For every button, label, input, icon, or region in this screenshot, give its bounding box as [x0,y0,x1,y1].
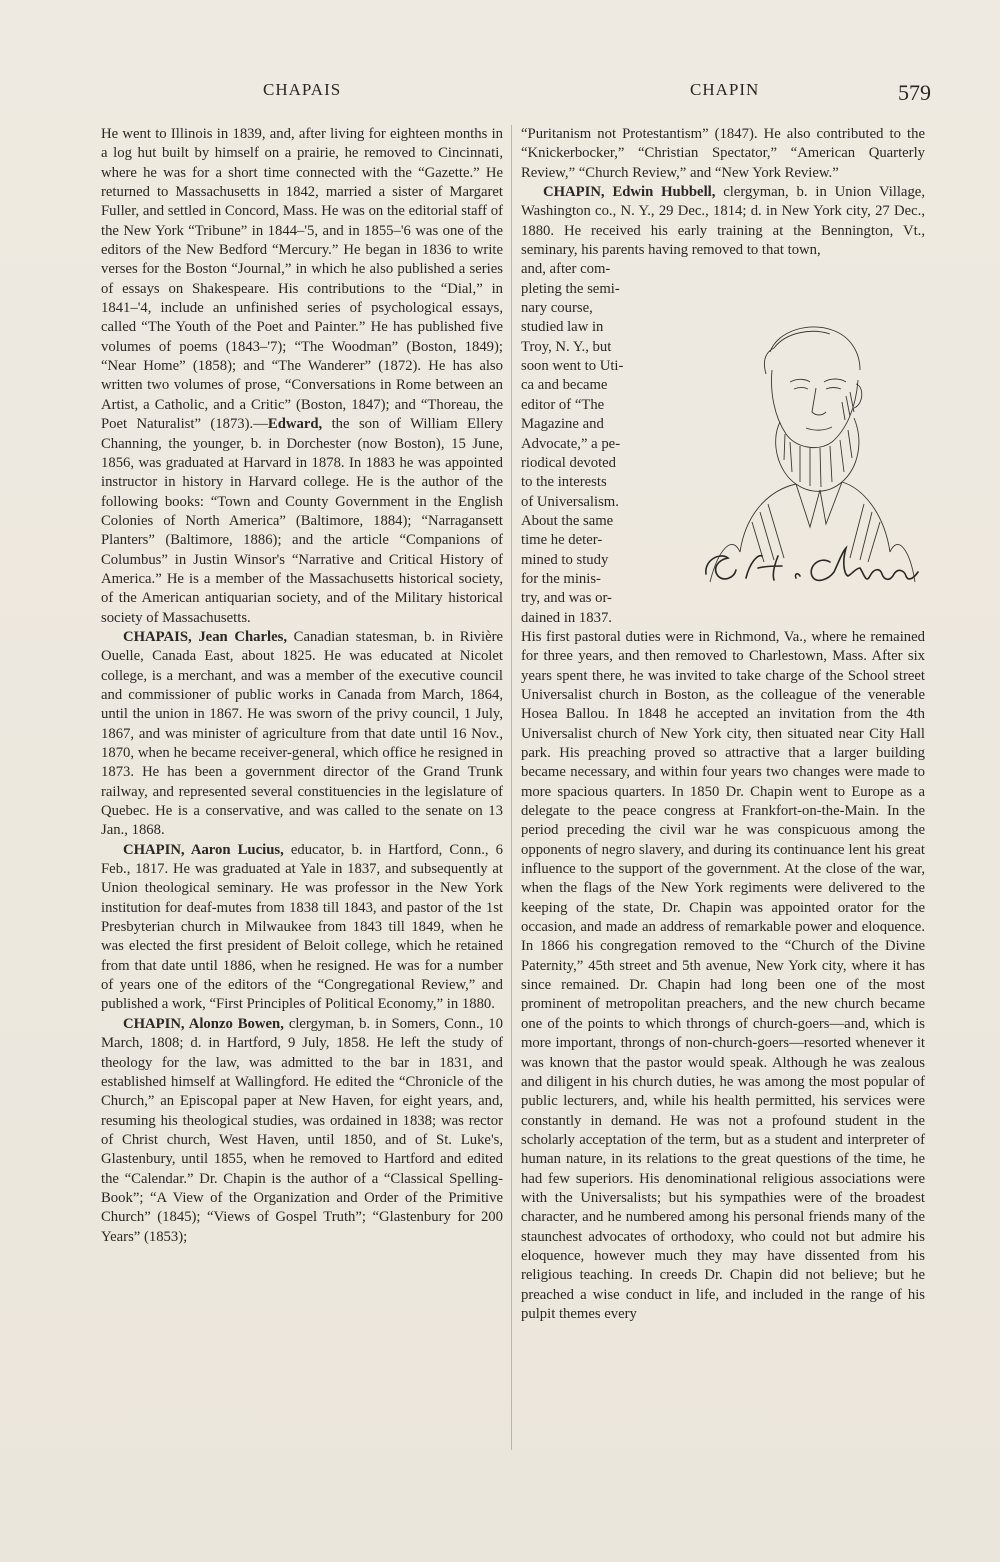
entry-text-edwin: clergyman, b. in Union Village, Washington co., N. Y., 29 Dec., 1814; d. in New York city, 27 Dec., 1880. He received his early training at the Bennington, Vt., seminary, his parents having removed to that town, [521,184,925,259]
entry-aaron-chapin [101,841,503,1015]
wrap-line: try, and was or- [521,590,612,607]
right-column [521,125,925,1324]
wrap-line: studied law in [521,319,604,336]
wrap-line: mined to study [521,551,609,568]
entry-chapais [101,628,503,841]
wrap-line: nary course, [521,300,593,317]
wrap-line: Advocate,” a pe- [521,435,621,452]
entry-text-edward: the son of William Ellery Channing, the younger, b. in Dorchester (now Boston), 15 June, 1856, was graduated at Harvard in 1878. In 1883 he was appointed instructor in history in Harvard college. He is the author of the following books: “Town and County Government in the English Colonies of North America” (Baltimore, 1884); “Narragansett Planters” (Baltimore, 1886); and the article “Companions of Columbus” in Justin Winsor's “Narrative and Critical History of America.” He is a member of the Massachusetts historical society, of the American antiquarian society, and of the Military historical society of Massachusetts. [101,416,503,626]
page-number: 579 [898,80,931,105]
entry-text-aaron: educator, b. in Hartford, Conn., 6 Feb., 1817. He was graduated at Yale in 1837, and subsequently at Union theological seminary. He was professor in the New York institution for deaf-mutes from 1838 till 1843, and pastor of the 1st Presbyterian church in Milwaukee from 1843 till 1849, when he was elected the first president of Beloit college, which he retained from that date until 1886, when he resigned. He was for a number of years one of the editors of the “Congregational Review,” and published a work, “First Principles of Political Economy,” in 1880. [101,841,503,1013]
signature-image [706,548,918,580]
entry-text-chapais: Canadian statesman, b. in Rivière Ouelle, Canada East, about 1825. He was educated at Nicolet college, is a merchant, and was a member of the executive council and commissioner of public works in Canada from March, 1864, until the union in 1867. He was sworn of the privy council, 1 July, 1867, and was minister of agriculture from that date until 16 Nov., 1870, when he became receiver-general, which office he resigned in 1873. He has been a government director of the Grand Trunk railway, and represented several constituencies in the legislature of Quebec. He is a conservative, and was called to the senate on 13 Jan., 1868. [101,628,503,839]
wrap-line: ca and became [521,377,608,394]
wrap-line: to the interests [521,474,607,491]
wrap-line: editor of “The [521,396,605,413]
wrap-line: dained in 1837. [521,609,612,626]
portrait-engraving [700,312,925,597]
portrait-wrap-text [521,260,653,628]
wrap-line: About the same [521,512,614,529]
continued-entry-paragraph [101,125,503,628]
left-column [101,125,503,1247]
wrap-line: soon went to Uti- [521,358,624,375]
paragraph-text: “Puritanism not Protestantism” (1847). He also contributed to the “Knickerbocker,” “Christian Spectator,” “American Quarterly Review,” “Church Review,” and “New York Review.” [521,126,925,181]
running-head-left: CHAPAIS [263,80,342,99]
entry-alonzo-chapin [101,1015,503,1247]
paragraph-text: He went to Illinois in 1839, and, after living for eighteen months in a log hut built by himself on a prairie, he removed to Cincinnati, where he was for a short time connected with the “Gazette.” He returned to Massachusetts in 1842, married a sister of Margaret Fuller, and settled in Concord, Mass. He was on the editorial staff of the New York “Tribune” in 1844–'5, and in 1855–'6 was one of the editors of the New Bedford “Mercury.” He began in 1836 to write verses for the Boston “Journal,” in which he also published a series of essays on Shakespeare. His contributions to the “Dial,” in 1841–'4, include an unfinished series of psychological essays, called “The Youth of the Poet and Painter.” He has published five volumes of poems (1843–'7); “The Woodman” (Boston, 1849); “Near Home” (1858); and “The Wanderer” (1872). He has also written two volumes of prose, “Conversations in Rome between an Artist, a Catholic, and a Critic” (Boston, 1847); and “Thoreau, the Poet Naturalist” (1873).— [101,126,503,433]
wrap-line: Magazine and [521,416,604,433]
entry-text-alonzo: clergyman, b. in Somers, Conn., 10 March, 1808; d. in Hartford, 9 July, 1858. He left the study of theology for the law, was admitted to the bar in 1831, and established himself at Wallingford. He edited the “Chronicle of the Church,” an Episcopal paper at New Haven, for eight years, and, resuming his theological studies, was ordained in 1838; was rector of Christ church, West Haven, until 1850, and of St. Luke's, Glastenbury, until 1855, when he removed to Hartford and edited the “Calendar.” Dr. Chapin is the author of a “Classical Spelling-Book”; “A View of the Organization and Order of the Primitive Church” (1845); “Views of Gospel Truth”; “Glastenbury for 200 Years” (1853); [101,1015,503,1245]
wrap-line: of Universalism. [521,493,619,510]
entry-name-edward: Edward, [267,416,323,433]
entry-name-alonzo: CHAPIN, Alonzo Bowen, [123,1015,284,1032]
wrap-line: time he deter- [521,532,603,549]
column-divider [511,125,512,1450]
continued-entry-paragraph-right [521,125,925,183]
entry-edwin-chapin [521,183,925,260]
entry-edwin-continued [521,628,925,1324]
entry-name-edwin: CHAPIN, Edwin Hubbell, [543,184,716,201]
wrap-line: for the minis- [521,570,601,587]
entry-name-aaron: CHAPIN, Aaron Lucius, [123,841,284,858]
entry-name-chapais: CHAPAIS, Jean Charles, [123,628,287,645]
paragraph-text: His first pastoral duties were in Richmond, Va., where he remained for three years, and then removed to Charlestown, Mass. After six years spent there, he was invited to take charge of the School street Universalist church in Boston, as the colleague of the venerable Hosea Ballou. In 1848 he accepted an invitation from the 4th Universalist church of New York city, then situated near City Hall park. His preaching proved so attractive that a larger building became necessary, and within four years two changes were made to more spacious quarters. In 1850 Dr. Chapin went to Europe as a delegate to the peace congress at Frankfort-on-the-Main. In the period preceding the civil war he was conspicuous among the opponents of negro slavery, and during its continuance lent his great influence to the support of the government. At the close of the war, when the flags of the New York regiments were delivered to the keeping of the state, Dr. Chapin was appointed orator for the occasion, and made an address of remarkable power and eloquence. In 1866 his congregation removed to the “Church of the Divine Paternity,” 45th street and 5th avenue, New York city, where it has since remained. Dr. Chapin had long been one of the most prominent of metropolitan preachers, and the new church became one of the points to which throngs of church-goers—and, which is more important, throngs of non-church-goers—resorted whenever it was known that the pastor would speak. Although he was zealous and diligent in his church duties, he was among the most popular of public lecturers, and, while his health permitted, his services were constantly in demand. He was not a profound student in the scholarly acceptation of the term, but as a student and interpreter of human nature, in its relations to the great questions of the time, he had few superiors. His denominational religious associations were with the Universalists; but his sympathies were of the broadest character, and he numbered among his personal friends many of the staunchest advocates of orthodoxy, who could not but admire his eloquence, however much they may have dissented from his religious teaching. In creeds Dr. Chapin did not believe; but he preached a wise conduct in life, and included in the range of his pulpit themes every [521,628,925,1322]
wrap-line: Troy, N. Y., but [521,338,612,355]
wrap-line: riodical devoted [521,454,617,471]
wrap-line: and, after com- [521,261,611,278]
running-head-right: CHAPIN [690,80,760,99]
wrap-line: pleting the semi- [521,280,620,297]
